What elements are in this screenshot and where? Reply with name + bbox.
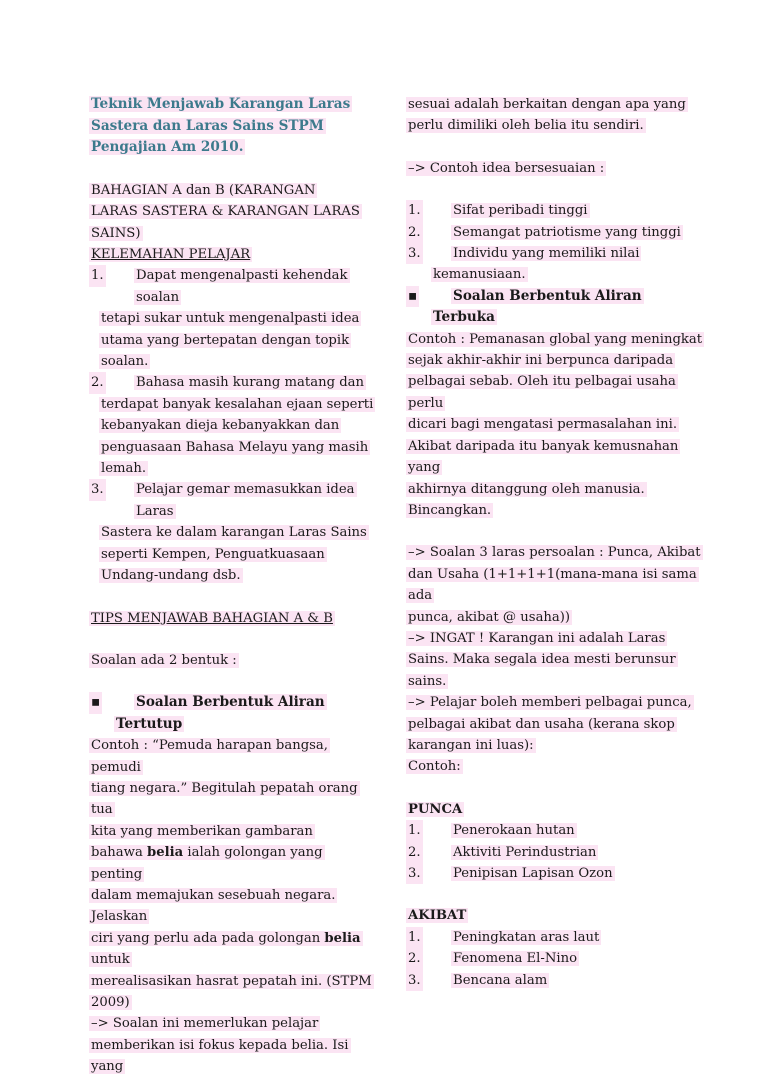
list-item (406, 970, 706, 991)
item-text: soalan. (101, 354, 149, 370)
section-heading-line: SAINS) (91, 225, 141, 241)
body-line: 2009) (91, 995, 130, 1010)
aliran-terbuka-notes (406, 542, 706, 777)
item-text: Pelajar gemar memasukkan idea Laras (136, 482, 355, 519)
body-line: pelbagai sebab. Oleh itu pelbagai usaha perlu (408, 374, 676, 411)
item-text: Bencana alam (453, 972, 548, 988)
body-line: bahawa belia ialah golongan yang penting (91, 845, 323, 882)
item-text: Bahasa masih kurang matang dan (136, 375, 364, 391)
title-line: Teknik Menjawab Karangan Laras (91, 96, 351, 112)
item-text: Fenomena El-Nino (453, 951, 578, 967)
item-number: 1. (89, 265, 106, 286)
body-line: Contoh : “Pemuda harapan bangsa, pemudi (91, 738, 328, 775)
body-line: dan Usaha (1+1+1+1(mana-mana isi sama ada (408, 566, 697, 604)
belia-bold-word: belia (324, 930, 361, 946)
arrow-note: memberikan isi fokus kepada belia. Isi yang (91, 1037, 349, 1075)
akibat-list (406, 927, 706, 991)
item-number: 2. (406, 222, 423, 243)
aliran-terbuka-heading (406, 286, 706, 329)
section-heading-line: LARAS SASTERA & KARANGAN LARAS (91, 204, 360, 220)
punca-heading: PUNCA (408, 801, 463, 817)
square-bullet-icon: ▪ (89, 692, 102, 713)
item-text: utama yang bertepatan dengan topik (101, 332, 350, 348)
arrow-note: –> INGAT ! Karangan ini adalah Laras (408, 630, 666, 646)
body-line: ciri yang perlu ada pada golongan belia untuk (91, 930, 361, 968)
section-heading-line: BAHAGIAN A dan B (KARANGAN (91, 182, 316, 198)
body-line: pelbagai akibat dan usaha (kerana skop (408, 716, 675, 732)
title-line: Pengajian Am 2010. (91, 139, 244, 156)
item-text: lemah. (101, 461, 147, 477)
arrow-note: –> Soalan ini memerlukan pelajar (91, 1016, 319, 1032)
aliran-tertutup-body (89, 735, 379, 1078)
list-item (89, 479, 379, 586)
akibat-heading: AKIBAT (408, 908, 467, 924)
item-number: 2. (406, 842, 423, 863)
belia-bold-word: belia (147, 845, 184, 861)
item-text: kemanusiaan. (433, 267, 526, 283)
punca-list (406, 820, 706, 884)
kelemahan-heading: KELEMAHAN PELAJAR (91, 247, 251, 262)
body-line: merealisasikan hasrat pepatah ini. (STPM (91, 973, 372, 989)
body-line: akhirnya ditanggung oleh manusia. (408, 481, 645, 497)
list-item (406, 842, 706, 863)
item-text: Sifat peribadi tinggi (453, 203, 588, 219)
item-text: Dapat mengenalpasti kehendak soalan (136, 268, 348, 305)
section-heading (89, 180, 379, 244)
list-item (406, 863, 706, 884)
body-line: sejak akhir-akhir ini berpunca daripada (408, 353, 674, 369)
body-line: punca, akibat @ usaha)) (408, 609, 571, 625)
contoh-idea-list (406, 200, 706, 286)
list-item (89, 372, 379, 479)
item-text: seperti Kempen, Penguatkuasaan (101, 546, 325, 562)
item-number: 3. (406, 970, 423, 991)
soalan-bentuk-text: Soalan ada 2 bentuk : (91, 652, 237, 668)
title-line: Sastera dan Laras Sains STPM (91, 117, 324, 134)
list-item (89, 265, 379, 372)
item-text: Peningkatan aras laut (453, 929, 600, 945)
item-text: Aktiviti Perindustrian (453, 844, 597, 860)
list-item (406, 200, 706, 221)
body-line: sesuai adalah berkaitan dengan apa yang (408, 97, 686, 112)
body-line: kita yang memberikan gambaran (91, 823, 313, 839)
kelemahan-list (89, 265, 379, 586)
body-line: Akibat daripada itu banyak kemusnahan yang (408, 438, 679, 476)
item-text: Penipisan Lapisan Ozon (453, 866, 613, 881)
item-number: 1. (406, 200, 423, 221)
item-text: Semangat patriotisme yang tinggi (453, 224, 681, 240)
body-line: Contoh: (408, 759, 461, 775)
document-title (89, 94, 379, 159)
item-number: 1. (406, 927, 423, 948)
heading-text: Tertutup (116, 715, 183, 732)
item-number: 1. (406, 820, 423, 841)
square-bullet-icon: ▪ (406, 286, 419, 307)
tips-heading: TIPS MENJAWAB BAHAGIAN A & B (91, 610, 333, 626)
item-text: Penerokaan hutan (453, 823, 575, 839)
item-number: 3. (406, 863, 423, 884)
heading-text: Soalan Berbentuk Aliran (136, 694, 325, 711)
item-text: tetapi sukar untuk mengenalpasti idea (101, 311, 360, 327)
body-line: Bincangkan. (408, 502, 492, 518)
list-item (406, 820, 706, 841)
arrow-note: –> Soalan 3 laras persoalan : Punca, Akibat (408, 545, 701, 561)
item-text: penguasaan Bahasa Melayu yang masih (101, 439, 369, 455)
body-line: tiang negara.” Begitulah pepatah orang tua (91, 780, 358, 818)
list-item (406, 222, 706, 243)
right-column (406, 94, 706, 991)
body-line: dalam memajukan sesebuah negara. Jelaskan (91, 887, 336, 925)
list-item (406, 243, 706, 286)
item-text: Sastera ke dalam karangan Laras Sains (101, 525, 367, 541)
arrow-note: –> Contoh idea bersesuaian : (408, 160, 605, 176)
body-line: dicari bagi mengatasi permasalahan ini. (408, 417, 678, 433)
list-item (406, 948, 706, 969)
arrow-note: –> Pelajar boleh memberi pelbagai punca, (408, 695, 692, 711)
item-text: Individu yang memiliki nilai (453, 246, 640, 262)
heading-text: Soalan Berbentuk Aliran (453, 287, 642, 304)
body-line: Sains. Maka segala idea mesti berunsur sains. (408, 652, 676, 689)
item-number: 2. (89, 372, 106, 393)
heading-text: Terbuka (433, 309, 495, 326)
left-column (89, 94, 379, 1078)
item-text: Undang-undang dsb. (101, 568, 241, 584)
item-text: terdapat banyak kesalahan ejaan seperti (101, 396, 374, 412)
body-line: perlu dimiliki oleh belia itu sendiri. (408, 118, 644, 134)
list-item (406, 927, 706, 948)
item-number: 3. (406, 243, 423, 264)
item-text: kebanyakan dieja kebanyakkan dan (101, 418, 340, 434)
aliran-tertutup-heading (89, 692, 379, 735)
item-number: 2. (406, 948, 423, 969)
body-line: Contoh : Pemanasan global yang meningkat (408, 331, 703, 347)
aliran-terbuka-body (406, 329, 706, 522)
item-number: 3. (89, 479, 106, 500)
body-line: karangan ini luas): (408, 737, 534, 753)
